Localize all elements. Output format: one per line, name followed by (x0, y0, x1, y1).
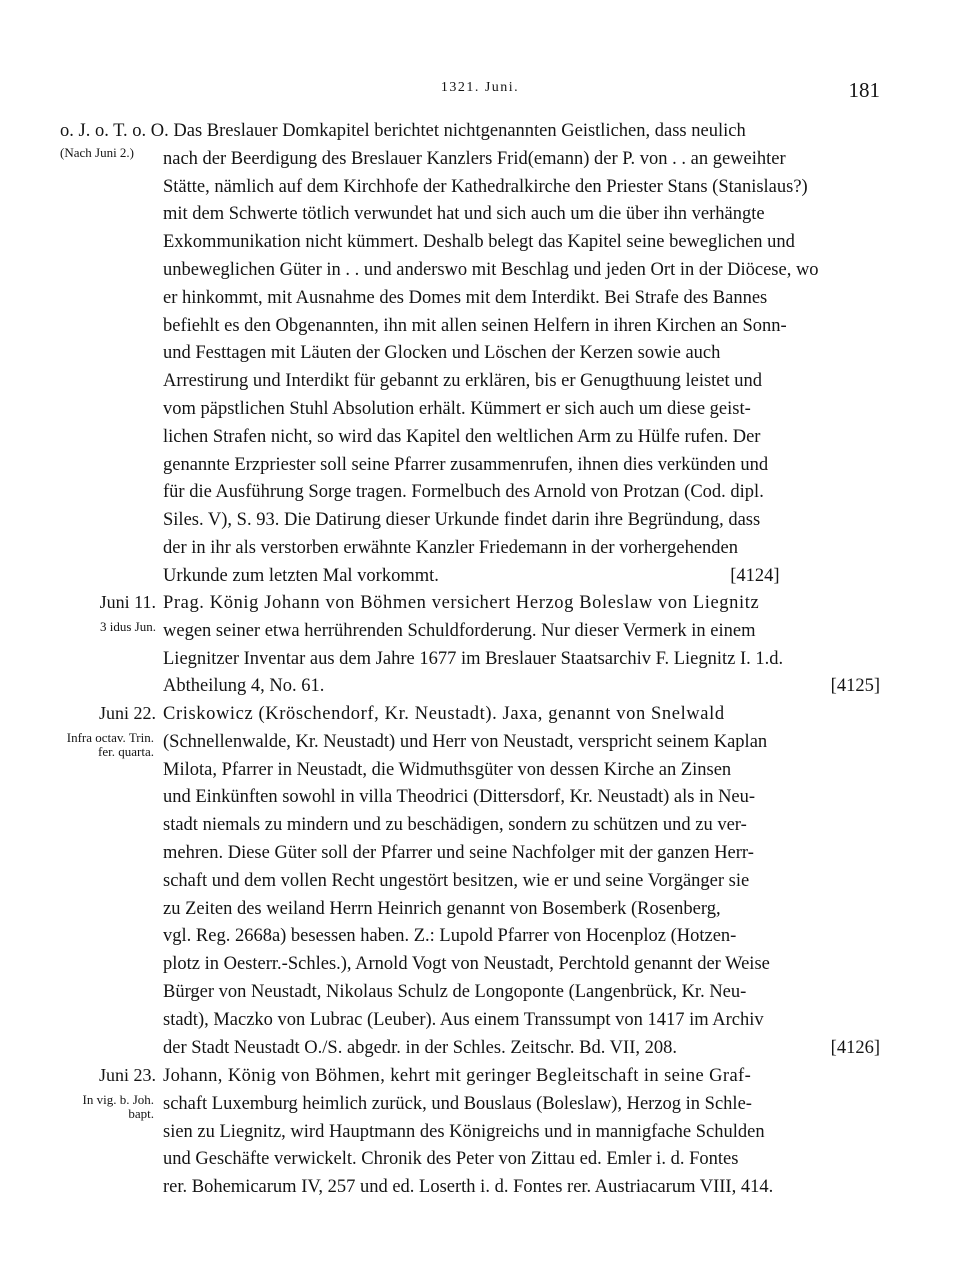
entry-line: Arrestirung und Interdikt für gebannt zu erklären, bis er Genugthuung leistet und (163, 371, 763, 392)
entry-line: nach der Beerdigung des Breslauer Kanzlers Frid(emann) der P. von . . an geweihter (163, 148, 786, 169)
entry-line: Urkunde zum letzten Mal vorkommt. [4124] (163, 565, 780, 586)
entry-line: wegen seiner etwa herrührenden Schuldforderung. Nur dieser Vermerk in einem (163, 620, 756, 641)
entry-line: der Stadt Neustadt O./S. abgedr. in der Schles. Zeitschr. Bd. VII, 208. (163, 1037, 677, 1058)
entry-line: und Einkünften sowohl in villa Theodrici (Dittersdorf, Kr. Neustadt) als in Neu- (163, 787, 756, 808)
running-head: 1321. Juni. (440, 80, 520, 95)
entry-number: [4125] (830, 676, 880, 697)
entry-line: und Geschäfte verwickelt. Chronik des Peter von Zittau ed. Emler i. d. Fontes (163, 1149, 739, 1170)
entry-line: Stätte, nämlich auf dem Kirchhofe der Kathedralkirche den Priester Stans (Stanislaus?) (163, 176, 808, 197)
entry-date-note: In vig. b. Joh. bapt. (82, 1092, 154, 1121)
page-header (0, 78, 960, 102)
entry-line: Abtheilung 4, No. 61. (163, 676, 325, 697)
entry-line: Bürger von Neustadt, Nikolaus Schulz de Longoponte (Langenbrück, Kr. Neu- (163, 982, 747, 1002)
entry-date: Juni 11. (99, 592, 156, 612)
entry-line: und Festtagen mit Läuten der Glocken und Löschen der Kerzen sowie auch (163, 343, 721, 364)
page-number: 181 (848, 78, 880, 102)
entry-line: Liegnitzer Inventar aus dem Jahre 1677 im Breslauer Staatsarchiv F. Liegnitz I. 1.d. (163, 648, 784, 669)
entry-line: Criskowicz (Kröschendorf, Kr. Neustadt). Jaxa, genannt von Snelwald (163, 704, 725, 724)
entry-line: stadt niemals zu mindern und zu beschädigen, sondern zu schützen und zu ver- (163, 815, 747, 836)
entry-line: mit dem Schwerte tötlich verwundet hat und sich auch um die über ihn verhängte (163, 204, 765, 225)
entry-line: vgl. Reg. 2668a) besessen haben. Z.: Lupold Pfarrer von Hocenploz (Hotzen- (163, 926, 737, 947)
entry-line: rer. Bohemicarum IV, 257 und ed. Loserth i. d. Fontes rer. Austriacarum VIII, 414. (163, 1177, 774, 1198)
entry-line: für die Ausführung Sorge tragen. Formelbuch des Arnold von Protzan (Cod. dipl. (163, 482, 764, 503)
entry-date-note: 3 idus Jun. (100, 619, 156, 634)
entry-line: vom päpstlichen Stuhl Absolution erhält. Kümmert er sich auch um diese geist- (163, 399, 751, 419)
entry-line: der in ihr als verstorben erwähnte Kanzler Friedemann in der vorhergehenden (163, 538, 738, 558)
entry-line: schaft Luxemburg heimlich zurück, und Bouslaus (Boleslaw), Herzog in Schle- (163, 1093, 752, 1114)
entry-line: zu Zeiten des weiland Herrn Heinrich genannt von Bosemberk (Rosenberg, (163, 898, 721, 919)
entry-date: Juni 23. (98, 1065, 156, 1085)
entry-line: Johann, König von Böhmen, kehrt mit geringer Begleitschaft in seine Graf- (163, 1066, 752, 1086)
entry-line: befiehlt es den Obgenannten, ihn mit allen seinen Helfern in ihren Kirchen an Sonn- (163, 315, 787, 336)
entry-line: lichen Strafen nicht, so wird das Kapitel den weltlichen Arm zu Hülfe rufen. Der (163, 426, 761, 447)
entry-line: mehren. Diese Güter soll der Pfarrer und seine Nachfolger mit der ganzen Herr- (163, 843, 754, 863)
entry-line: (Schnellenwalde, Kr. Neustadt) und Herr von Neustadt, verspricht seinem Kaplan (163, 731, 768, 752)
entry-line: Siles. V), S. 93. Die Datirung dieser Urkunde findet darin ihre Begründung, dass (163, 510, 761, 531)
entry-date: Juni 22. (98, 703, 156, 723)
entry-date-note: (Nach Juni 2.) (60, 145, 135, 160)
entry-line: sien zu Liegnitz, wird Hauptmann des Königreichs und in mannigfache Schulden (163, 1121, 765, 1142)
entry-line: stadt), Maczko von Lubrac (Leuber). Aus einem Transsumpt von 1417 im Archiv (163, 1009, 764, 1030)
entry-line: Prag. König Johann von Böhmen versichert Herzog Boleslaw von Liegnitz (163, 593, 760, 613)
entry-date-note: Infra octav. Trin. fer. quarta. (66, 730, 154, 759)
entry-line: unbeweglichen Güter in . . und anderswo mit Beschlag und jeden Ort in der Diöcese, wo (163, 260, 819, 280)
entry-line: plotz in Oesterr.-Schles.), Arnold Vogt von Neustadt, Perchtold genannt der Weise (163, 954, 770, 975)
entry-number: [4126] (830, 1037, 880, 1058)
entry-line: schaft und dem vollen Recht ungestört besitzen, wie er und seine Vorgänger sie (163, 870, 750, 891)
entry-line: Milota, Pfarrer in Neustadt, die Widmuthsgüter von dessen Kirche an Zinsen (163, 759, 732, 780)
entry-line: er hinkommt, mit Ausnahme des Domes mit dem Interdikt. Bei Strafe des Bannes (163, 287, 768, 308)
entry-line: o. J. o. T. o. O. Das Breslauer Domkapitel berichtet nichtgenannten Geistlichen, dass neulich (60, 121, 746, 141)
entry-line: Exkommunikation nicht kümmert. Deshalb belegt das Kapitel seine beweglichen und (163, 232, 795, 253)
entry-line: genannte Erzpriester soll seine Pfarrer zusammenrufen, ihnen dies verkünden und (163, 454, 769, 475)
